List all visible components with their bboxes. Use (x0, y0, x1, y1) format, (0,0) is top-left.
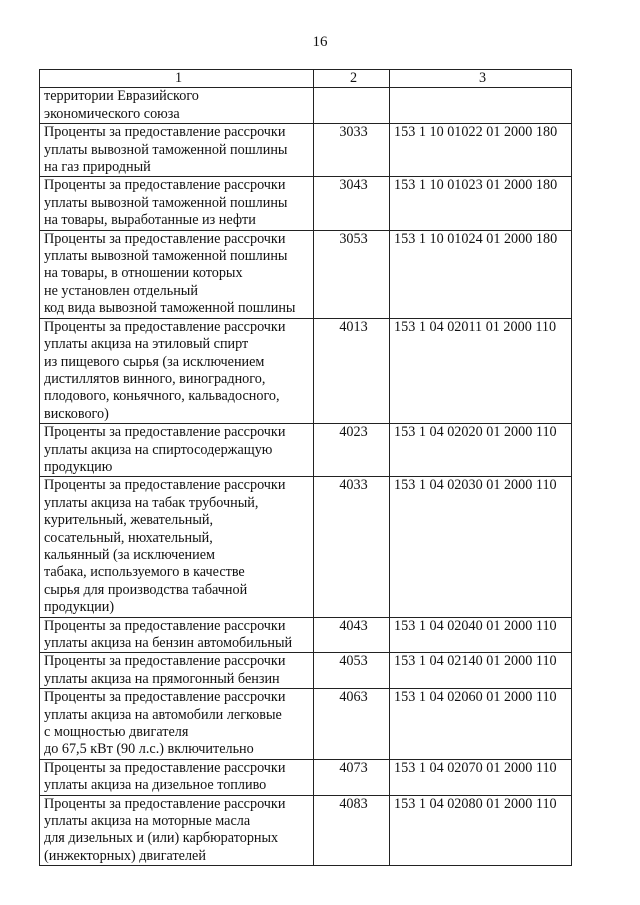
description-line: уплаты акциза на табак трубочный, (44, 494, 259, 511)
description-line: территории Евразийского (44, 88, 199, 105)
description-line: уплаты акциза на этиловый спирт (44, 336, 249, 353)
description-line: Проценты за предоставление рассрочки (44, 177, 286, 194)
description-line: Проценты за предоставление рассрочки (44, 124, 286, 141)
description-line: продукцию (44, 458, 113, 475)
description-line: из пищевого сырья (за исключением (44, 353, 265, 370)
description-line: Проценты за предоставление рассрочки (44, 318, 286, 335)
document-table (39, 69, 572, 866)
row-classification-code: 153 1 04 02140 01 2000 110 (390, 653, 572, 689)
row-classification-code: 153 1 04 02020 01 2000 110 (390, 424, 572, 477)
row-code: 3043 (314, 177, 390, 230)
description-line: уплаты акциза на бензин автомобильный (44, 635, 293, 651)
header-col-2: 2 (314, 70, 390, 88)
description-line: уплаты акциза на моторные масла (44, 813, 251, 830)
description-line: Проценты за предоставление рассрочки (44, 424, 286, 441)
row-classification-code: 153 1 04 02060 01 2000 110 (390, 689, 572, 760)
description-line: до 67,5 кВт (90 л.с.) включительно (44, 741, 254, 758)
row-description (40, 88, 314, 124)
table-row (40, 477, 572, 617)
row-description (40, 424, 314, 477)
description-line: вискового) (44, 405, 109, 422)
row-classification-code: 153 1 04 02011 01 2000 110 (390, 318, 572, 423)
description-line: Проценты за предоставление рассрочки (44, 759, 286, 776)
row-classification-code: 153 1 10 01022 01 2000 180 (390, 124, 572, 177)
table-row (40, 88, 572, 124)
table-row (40, 617, 572, 653)
description-line: Проценты за предоставление рассрочки (44, 689, 286, 706)
row-description (40, 177, 314, 230)
table-row (40, 795, 572, 866)
row-description (40, 318, 314, 423)
row-classification-code: 153 1 10 01023 01 2000 180 (390, 177, 572, 230)
row-classification-code: 153 1 04 02080 01 2000 110 (390, 795, 572, 866)
description-line: на товары, в отношении которых (44, 265, 243, 282)
description-line: экономического союза (44, 105, 180, 122)
row-description (40, 477, 314, 617)
description-line: уплаты акциза на прямогонный бензин (44, 670, 280, 687)
header-row (40, 70, 572, 88)
table-row (40, 124, 572, 177)
row-description (40, 653, 314, 689)
description-line: на товары, выработанные из нефти (44, 212, 256, 229)
row-code: 4083 (314, 795, 390, 866)
description-line: для дизельных и (или) карбюраторных (44, 830, 279, 847)
table-row (40, 230, 572, 318)
table-row (40, 424, 572, 477)
description-line: не установлен отдельный (44, 282, 198, 299)
table-row (40, 759, 572, 795)
row-classification-code: 153 1 04 02040 01 2000 110 (390, 617, 572, 653)
row-code: 4063 (314, 689, 390, 760)
table-row (40, 653, 572, 689)
description-line: с мощностью двигателя (44, 724, 189, 741)
description-line: уплаты вывозной таможенной пошлины (44, 141, 288, 158)
description-line: уплаты вывозной таможенной пошлины (44, 248, 288, 265)
row-code: 4043 (314, 617, 390, 653)
row-description (40, 795, 314, 866)
description-line: табака, используемого в качестве (44, 564, 245, 581)
description-line: уплаты акциза на спиртосодержащую (44, 441, 273, 458)
description-line: код вида вывозной таможенной пошлины (44, 300, 296, 317)
table-row (40, 177, 572, 230)
table-row (40, 318, 572, 423)
row-description (40, 617, 314, 653)
description-line: Проценты за предоставление рассрочки (44, 653, 286, 670)
row-description (40, 230, 314, 318)
description-line: Проценты за предоставление рассрочки (44, 230, 286, 247)
row-description (40, 124, 314, 177)
description-line: дистиллятов винного, виноградного, (44, 370, 266, 387)
table-row (40, 689, 572, 760)
row-description (40, 689, 314, 760)
row-classification-code: 153 1 04 02070 01 2000 110 (390, 759, 572, 795)
row-code: 4013 (314, 318, 390, 423)
description-line: уплаты акциза на дизельное топливо (44, 777, 267, 794)
row-classification-code (390, 88, 572, 124)
description-line: уплаты вывозной таможенной пошлины (44, 194, 288, 211)
description-line: продукции) (44, 599, 115, 616)
row-code: 4073 (314, 759, 390, 795)
description-line: Проценты за предоставление рассрочки (44, 795, 286, 812)
description-line: сырья для производства табачной (44, 581, 248, 598)
row-code (314, 88, 390, 124)
description-line: Проценты за предоставление рассрочки (44, 617, 286, 634)
description-line: (инжекторных) двигателей (44, 847, 206, 864)
page-number: 16 (312, 34, 328, 50)
description-line: уплаты акциза на автомобили легковые (44, 706, 282, 723)
description-line: курительный, жевательный, (44, 512, 213, 529)
table-body (40, 88, 572, 866)
row-code: 3033 (314, 124, 390, 177)
row-code: 4023 (314, 424, 390, 477)
description-line: на газ природный (44, 159, 151, 176)
row-code: 3053 (314, 230, 390, 318)
description-line: плодового, коньячного, кальвадосного, (44, 388, 280, 405)
description-line: сосательный, нюхательный, (44, 529, 213, 546)
description-line: кальянный (за исключением (44, 546, 216, 563)
row-classification-code: 153 1 10 01024 01 2000 180 (390, 230, 572, 318)
description-line: Проценты за предоставление рассрочки (44, 477, 286, 494)
row-code: 4033 (314, 477, 390, 617)
row-description (40, 759, 314, 795)
row-classification-code: 153 1 04 02030 01 2000 110 (390, 477, 572, 617)
row-code: 4053 (314, 653, 390, 689)
header-col-1: 1 (40, 70, 314, 88)
header-col-3: 3 (390, 70, 572, 88)
